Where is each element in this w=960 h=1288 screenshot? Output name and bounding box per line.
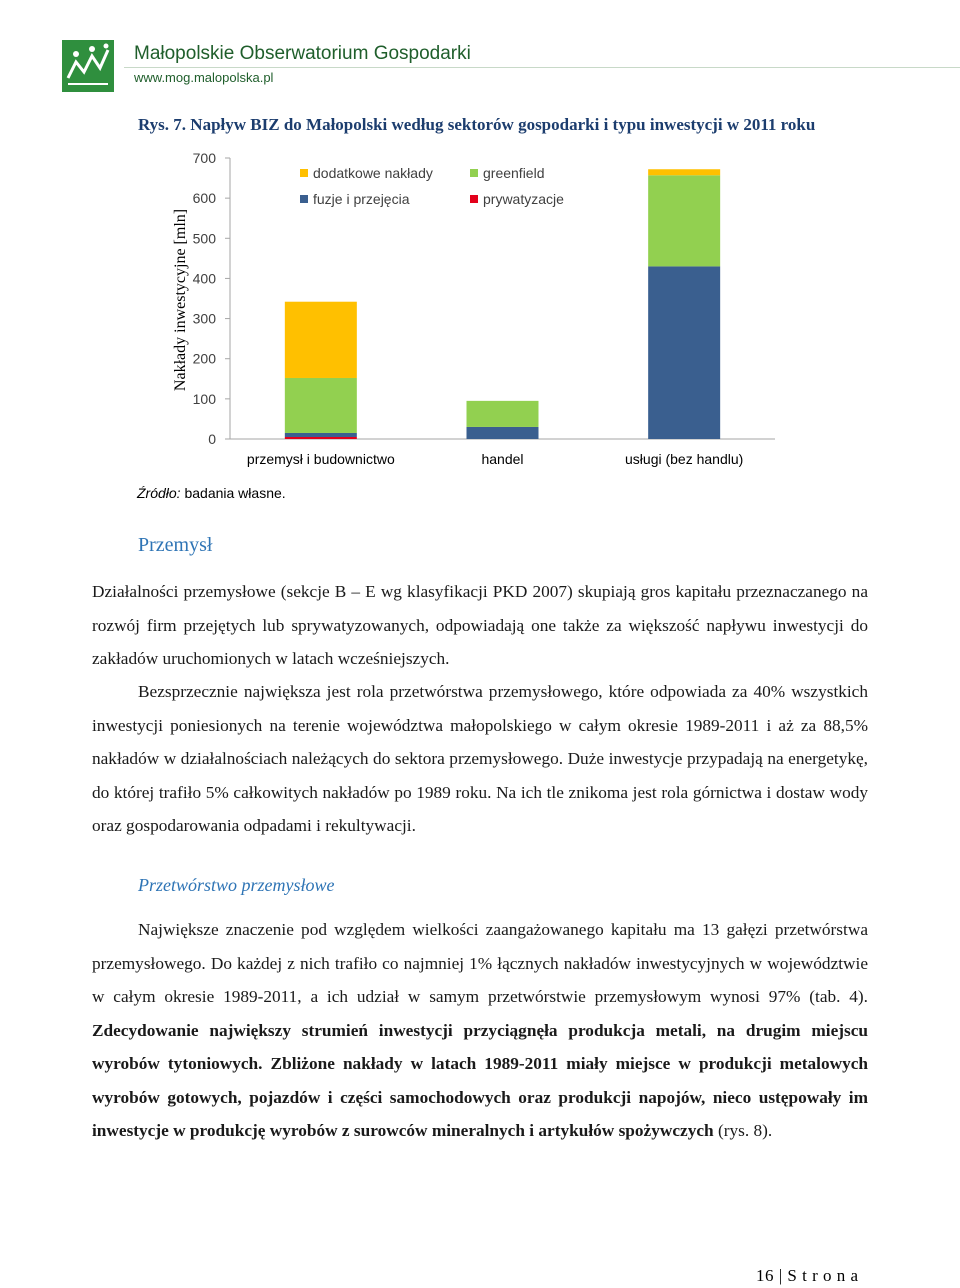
section-heading: Przemysł	[138, 534, 213, 556]
page-footer	[756, 1266, 859, 1286]
x-category-label: przemysł i budownictwo	[246, 451, 395, 467]
bar-segment	[285, 437, 357, 439]
paragraph-3	[92, 913, 868, 1148]
x-category-label: handel	[481, 451, 524, 467]
bar-segment	[648, 169, 720, 175]
subsection-heading: Przetwórstwo przemysłowe	[138, 875, 335, 895]
y-tick-label: 600	[192, 190, 216, 207]
figure-title-text: Napływ BIZ do Małopolski według sektorów gospodarki i typu inwestycji w 2011 roku	[190, 115, 816, 134]
bar-segment	[285, 433, 357, 437]
source-text: badania własne.	[184, 485, 286, 501]
page-number: 16	[756, 1266, 774, 1285]
bar-segment	[285, 302, 357, 378]
legend-label: fuzje i przejęcia	[313, 191, 410, 207]
legend-swatch	[470, 195, 478, 203]
source-label: Źródło:	[137, 485, 181, 501]
x-category-label: usługi (bez handlu)	[625, 451, 744, 467]
paragraph-3-bold: Zdecydowanie największy strumień inwestycji przyciągnęła produkcja metali, na drugim miejscu wyrobów tytoniowych. Zbliżone nakłady w latach 1989-2011 miały miejsce w produkcji metalowych wyrobów gotowych, pojazdów i części samochodowych oraz produkcji napojów, nieco ustępowały im inwestycje w produkcję wyrobów z surowców mineralnych i artykułów spożywczych	[92, 1020, 868, 1140]
header-divider	[124, 67, 960, 68]
paragraph-1	[92, 575, 868, 676]
y-axis-label: Nakłady inwestycyjne [mln]	[172, 208, 189, 392]
org-url: www.mog.malopolska.pl	[134, 70, 274, 85]
org-name: Małopolskie Obserwatorium Gospodarki	[134, 43, 471, 64]
y-tick-label: 700	[192, 150, 216, 166]
figure-number: Rys. 7.	[138, 115, 187, 134]
y-tick-label: 200	[192, 350, 216, 367]
paragraph-2-text: Bezsprzecznie największa jest rola przetwórstwa przemysłowego, które odpowiada za 40% wszystkich inwestycji poniesionych na terenie województwa małopolskiego w całym okresie 1989-2011 i aż za 88,5% nakładów w działalnościach należących do sektora przemysłowego. Duże inwestycje przypadają na energetykę, do której trafiło 5% całkowitych nakładów po 1989 roku. Na ich tle znikoma jest rola górnictwa i dostaw wody oraz gospodarowania odpadami i rekultywacji.	[92, 682, 868, 835]
page-word: S t r o n a	[787, 1266, 859, 1285]
stacked-bar-chart	[160, 140, 800, 480]
paragraph-3-plain: Największe znaczenie pod względem wielkości zaangażowanego kapitału ma 13 gałęzi przetwórstwa przemysłowego. Do każdej z nich trafiło co najmniej 1% łącznych nakładów inwestycyjnych w województwie w całym okresie 1989-2011, a ich udział w samym przetwórstwie przemysłowym wynosi 97% (tab. 4).	[92, 920, 868, 1006]
bar-segment	[285, 378, 357, 433]
legend-label: prywatyzacje	[483, 191, 564, 207]
bar-segment	[467, 401, 539, 427]
figure-title	[138, 115, 815, 135]
y-tick-label: 400	[192, 270, 216, 287]
logo-icon	[62, 40, 114, 92]
paragraph-1-text: Działalności przemysłowe (sekcje B – E wg klasyfikacji PKD 2007) skupiają gros kapitału przeznaczanego na rozwój firm przejętych lub sprywatyzowanych, odpowiadają one także za większość napływu inwestycji do zakładów uruchomionych w latach wcześniejszych.	[92, 582, 868, 668]
legend-swatch	[470, 169, 478, 177]
y-tick-label: 300	[192, 310, 216, 327]
legend-label: dodatkowe nakłady	[313, 165, 433, 181]
footer-separator: |	[778, 1266, 783, 1285]
paragraph-2	[92, 675, 868, 843]
legend-swatch	[300, 169, 308, 177]
logo	[62, 40, 114, 92]
y-tick-label: 0	[208, 431, 216, 447]
y-tick-label: 100	[192, 390, 216, 407]
bar-segment	[648, 175, 720, 266]
bar-segment	[467, 427, 539, 439]
legend-label: greenfield	[483, 165, 545, 181]
page-header	[0, 0, 960, 100]
bar-segment	[648, 266, 720, 439]
figure-source	[137, 485, 286, 501]
paragraph-3-tail: (rys. 8).	[713, 1121, 773, 1140]
y-tick-label: 500	[192, 230, 216, 247]
legend-swatch	[300, 195, 308, 203]
